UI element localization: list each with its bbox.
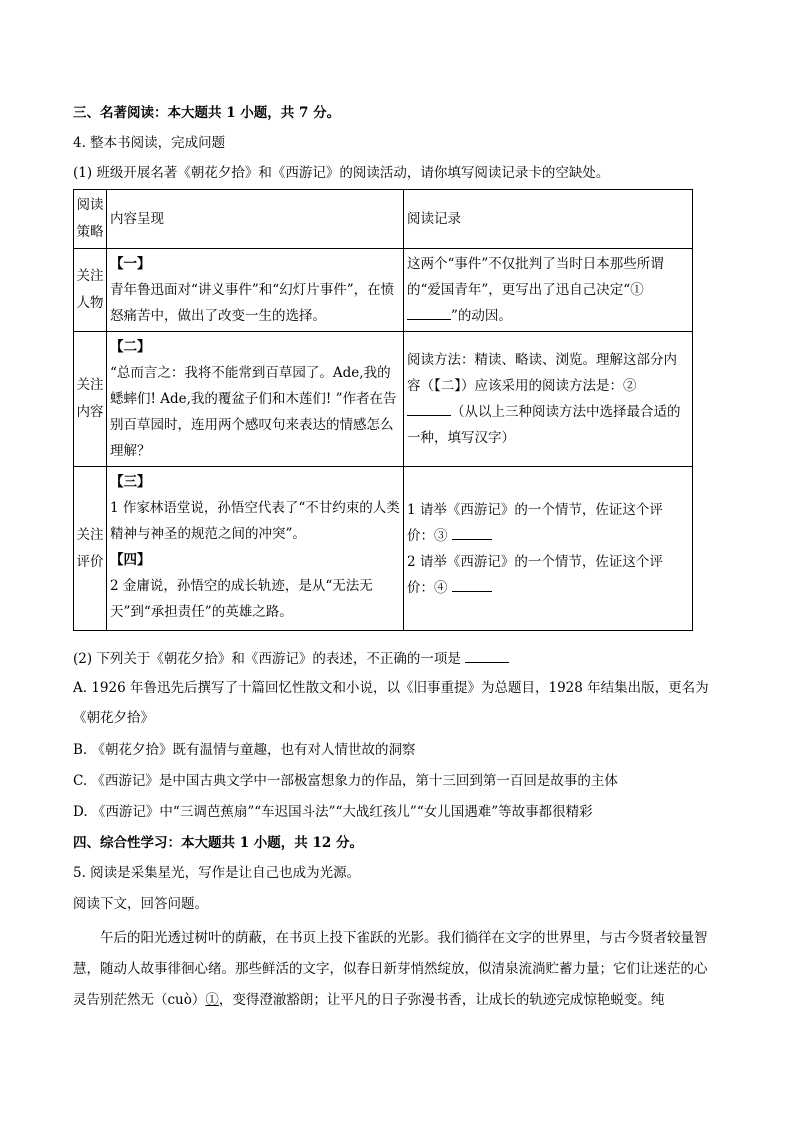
strategy-cell: 关注内容 (74, 332, 107, 467)
content-text: 2 金庸说，孙悟空的成长轨迹，是从“无法无天”到“承担责任”的英雄之路。 (110, 578, 373, 620)
answer-blank-2[interactable] (407, 401, 451, 416)
option-d: D. 《西游记》中“三调芭蕉扇”“车迟国斗法”“大战红孩儿”“女儿国遇难”等故事都很精彩 (73, 804, 593, 820)
record-text: 阅读方法：精读、略读、浏览。理解这部分内容（【二】）应该采用的阅读方法是：② (407, 352, 677, 394)
section-marker: 【四】 (110, 552, 151, 568)
strategy-cell: 关注人物 (74, 249, 107, 332)
answer-blank-1[interactable] (407, 305, 451, 320)
table-row (74, 332, 693, 467)
table-header-row (74, 190, 693, 249)
option-a-continued: 《朝花夕拾》 (73, 710, 154, 726)
section-marker: 【三】 (110, 474, 151, 490)
header-content: 内容呈现 (107, 190, 404, 249)
record-text: 1 请举《西游记》的一个情节，佐证这个评价：③ (407, 501, 663, 544)
header-record: 阅读记录 (404, 190, 693, 249)
answer-blank-3[interactable] (452, 525, 492, 540)
record-cell (404, 467, 693, 631)
record-cell (404, 249, 693, 332)
record-text: 2 请举《西游记》的一个情节，佐证这个评价：④ (407, 553, 663, 596)
content-cell (107, 249, 404, 332)
question-4-title: 4. 整本书阅读，完成问题 (73, 135, 226, 151)
record-cell (404, 332, 693, 467)
record-text-end: ”的动因。 (451, 308, 512, 324)
part-2-prompt-text: (2) 下列关于《朝花夕拾》和《西游记》的表述，不正确的一项是 (73, 651, 461, 667)
table-row (74, 249, 693, 332)
content-text: “总而言之：我将不能常到百草园了。Ade,我的蟋蟀们! Ade,我的覆盆子们和木莲们! ”作者在告别百草园时，连用两个感叹句来表达的情感怎么理解？ (110, 365, 397, 459)
question-4-part-2-prompt (73, 648, 509, 669)
option-b: B. 《朝花夕拾》既有温情与童趣，也有对人情世故的洞察 (73, 742, 416, 758)
header-strategy: 阅读策略 (74, 190, 107, 249)
question-4-part-1-prompt: (1) 班级开展名著《朝花夕拾》和《西游记》的阅读活动，请你填写阅读记录卡的空缺处。 (73, 165, 610, 181)
reading-record-table (73, 189, 693, 631)
section-4-heading: 四、综合性学习：本大题共 1 小题，共 12 分。 (73, 835, 363, 851)
content-cell (107, 332, 404, 467)
content-cell (107, 467, 404, 631)
strategy-cell: 关注评价 (74, 467, 107, 631)
answer-blank-part-2[interactable] (465, 648, 509, 663)
section-3-heading: 三、名著阅读：本大题共 1 小题，共 7 分。 (73, 105, 341, 121)
record-text-end: （从以上三种阅读方法中选择最合适的一种，填写汉字） (407, 404, 681, 446)
option-a: A. 1926 年鲁迅先后撰写了十篇回忆性散文和小说，以《旧事重提》为总题目，1928 年结集出版，更名为 (73, 680, 709, 696)
section-marker: 【二】 (110, 339, 151, 355)
question-5-instruction: 阅读下文，回答问题。 (73, 896, 208, 912)
answer-blank-4[interactable] (452, 577, 492, 592)
question-5-title: 5. 阅读是采集星光，写作是让自己也成为光源。 (73, 865, 361, 881)
passage-text: 午后的阳光透过树叶的荫蔽，在书页上投下雀跃的光影。我们徜徉在文字的世界里，与古今贤者较量智慧，随动人故事徘徊心绪。那些鲜活的文字，似春日新芽悄然绽放，似清泉流淌贮蓄力量；它们让迷茫的心灵告别茫然无（cuò） (73, 930, 708, 1008)
content-text: 1 作家林语堂说，孙悟空代表了“不甘约束的人类精神与神圣的规范之间的冲突”。 (110, 500, 400, 542)
option-c: C. 《西游记》是中国古典文学中一部极富想象力的作品，第十三回到第一百回是故事的主体 (73, 773, 618, 789)
record-text: 这两个“事件”不仅批判了当时日本那些所谓的“爱国青年”，更写出了迅自己决定“① (407, 256, 664, 298)
passage-text-cont: ，变得澄澈豁朗；让平凡的日子弥漫书香，让成长的轨迹完成惊艳蜕变。纯 (218, 992, 665, 1008)
passage-mark-1: ① (205, 992, 219, 1008)
reading-passage-paragraph (73, 923, 715, 1016)
section-marker: 【一】 (110, 256, 151, 272)
table-row (74, 467, 693, 631)
content-text: 青年鲁迅面对“讲义事件”和“幻灯片事件”，在愤怒痛苦中，做出了改变一生的选择。 (110, 282, 395, 324)
